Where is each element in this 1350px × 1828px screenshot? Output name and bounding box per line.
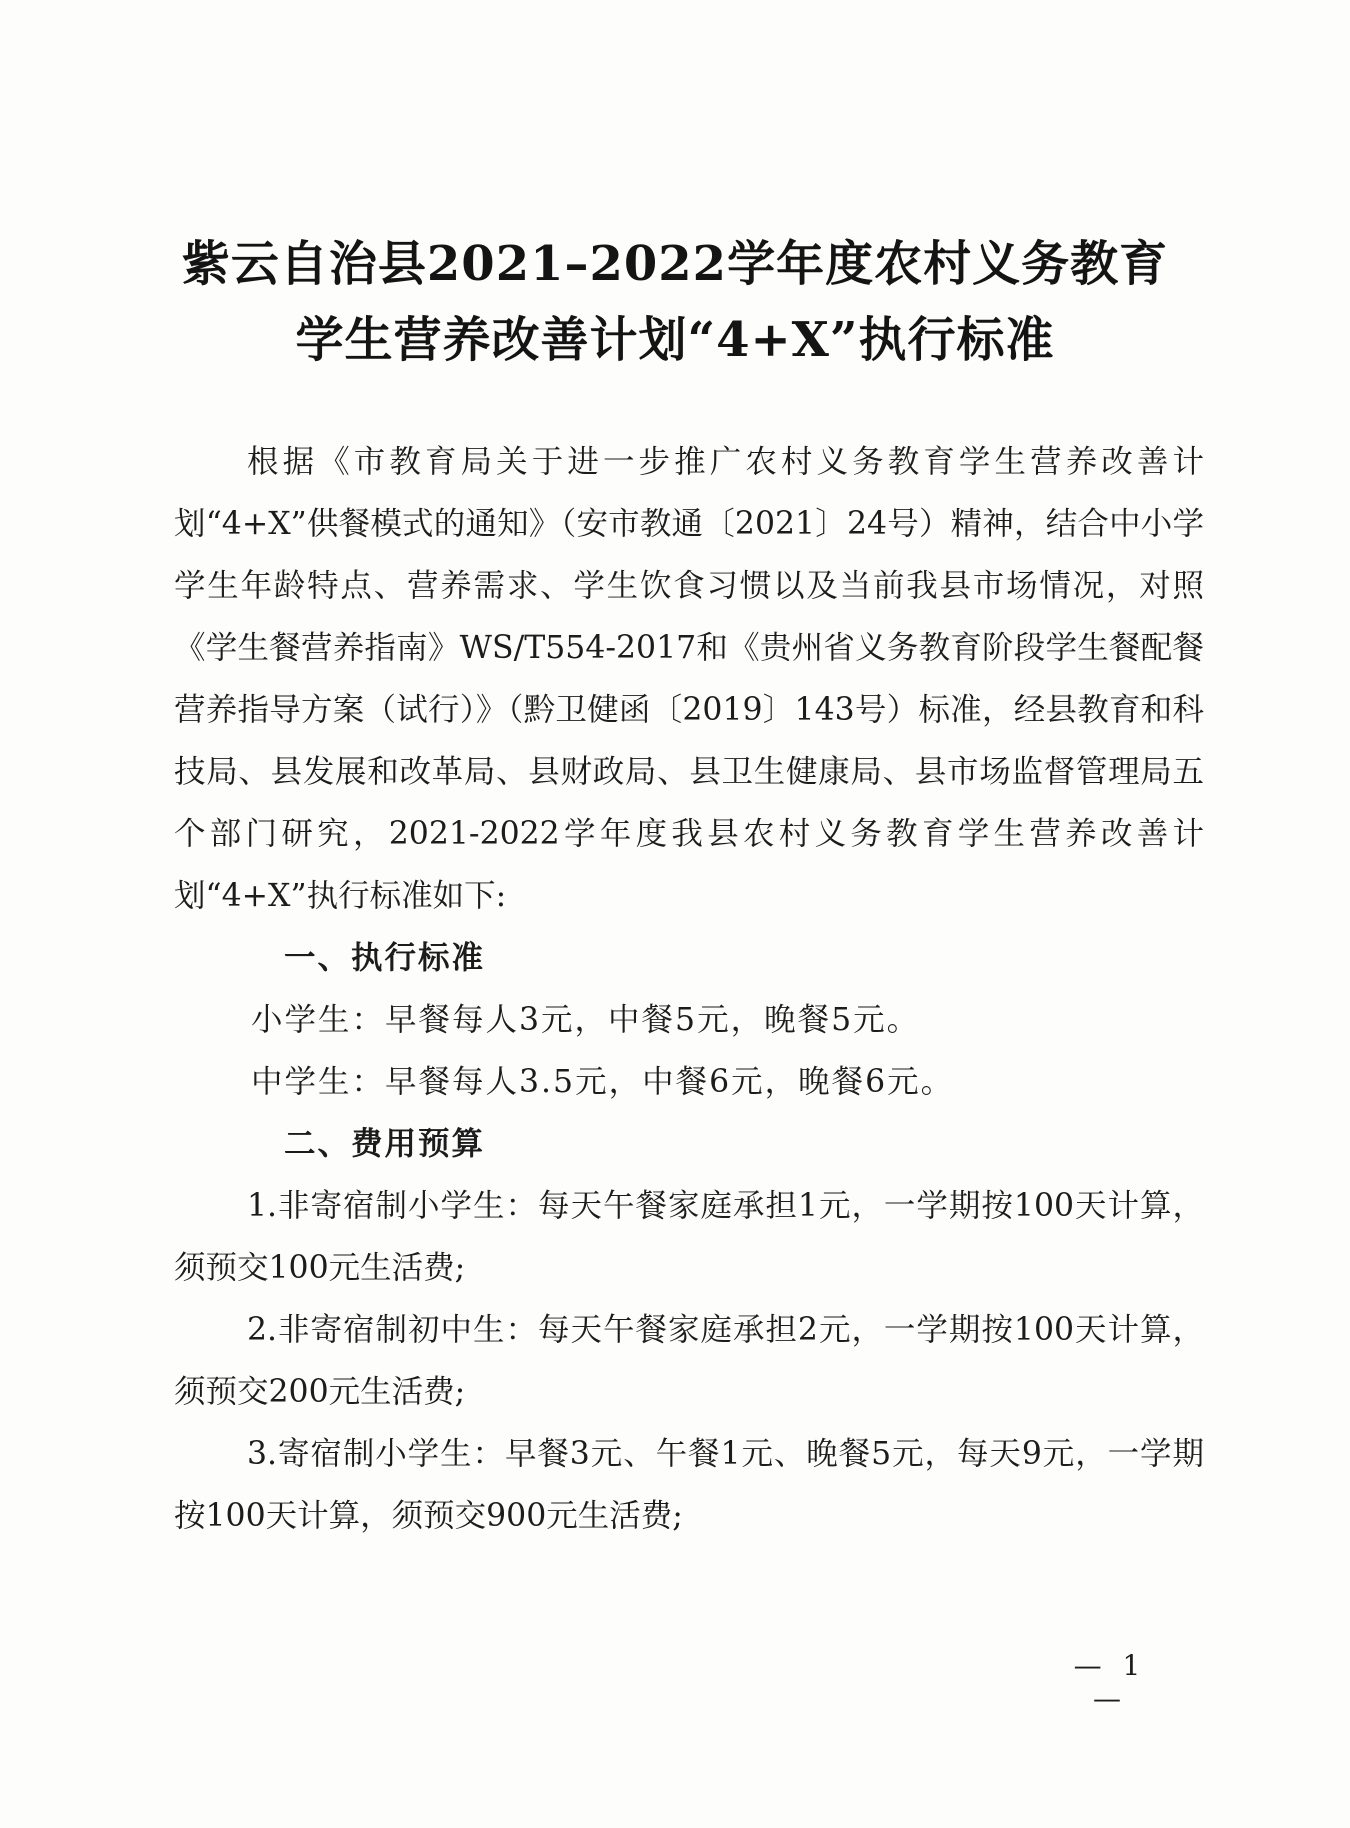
section-heading-budget: 二、费用预算 (284, 1125, 486, 1162)
section-heading-standards: 一、执行标准 (284, 939, 486, 976)
document-body (174, 431, 1204, 1547)
page-number: — 1 — (1073, 1649, 1147, 1715)
budget-item-2: 2.非寄宿制初中生：每天午餐家庭承担2元，一学期按100天计算，须预交200元生活费; (174, 1312, 1204, 1410)
document-title-line-2: 学生营养改善计划“4+X”执行标准 (295, 312, 1055, 368)
standard-middle-students: 中学生：早餐每人3.5元，中餐6元，晚餐6元。 (251, 1064, 955, 1100)
budget-item-3: 3.寄宿制小学生：早餐3元、午餐1元、晚餐5元，每天9元，一学期按100天计算，须预交900元生活费; (174, 1436, 1204, 1534)
intro-paragraph: 根据《市教育局关于进一步推广农村义务教育学生营养改善计划“4+X”供餐模式的通知》（安市教通〔2021〕24号）精神，结合中小学学生年龄特点、营养需求、学生饮食习惯以及当前我县市场情况，对照《学生餐营养指南》WS/T554-2017和《贵州省义务教育阶段学生餐配餐营养指导方案（试行）》（黔卫健函〔2019〕143号）标准，经县教育和科技局、县发展和改革局、县财政局、县卫生健康局、县市场监督管理局五个部门研究，2021-2022学年度我县农村义务教育学生营养改善计划“4+X”执行标准如下: (174, 444, 1204, 914)
standard-primary-students: 小学生：早餐每人3元，中餐5元，晚餐5元。 (251, 1002, 921, 1038)
document-title-line-1: 紫云自治县2021–2022学年度农村义务教育 (181, 236, 1169, 292)
budget-item-1: 1.非寄宿制小学生：每天午餐家庭承担1元，一学期按100天计算，须预交100元生活费; (174, 1188, 1204, 1286)
